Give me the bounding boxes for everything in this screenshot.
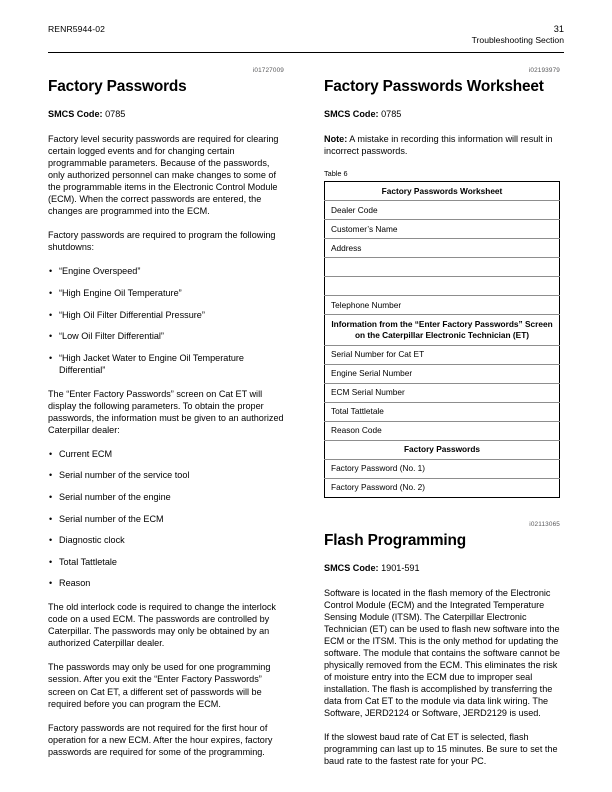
table-row (325, 277, 560, 296)
table-cell: Factory Password (No. 1) (325, 459, 560, 478)
paragraph-software-flash-memory: Software is located in the flash memory of the Electronic Control Module (ECM) and the Integrated Temperature Sensing Module (ITSM). The Caterpillar Electronic Technician (ET) can be used to flash new software into the ECM or the ITSM. This is the only method for updating the software. The module that contains the software cannot be physically removed from the ECM. This eliminates the risk of moisture entry into the ECM due to improper seal installation. The flash is accomplished by transferring the data from Cat ET to the module via data link wiring. The Software, JERD2124 or Software, JERD2129 is used. (324, 587, 560, 719)
list-item: • Diagnostic clock (48, 534, 284, 546)
factory-passwords-worksheet-table (324, 181, 560, 497)
list-item: • Serial number of the service tool (48, 469, 284, 481)
list-item: • “High Engine Oil Temperature” (48, 287, 284, 299)
folio-block (472, 24, 564, 46)
table-bottom-spacer (324, 498, 560, 520)
smcs-label: SMCS Code: (324, 109, 379, 119)
header-rule (48, 52, 564, 53)
note-block (324, 133, 560, 157)
table-row (325, 440, 560, 459)
list-item: • “Low Oil Filter Differential” (48, 330, 284, 342)
table-caption: Table 6 (324, 169, 348, 179)
shutdown-list (48, 265, 284, 375)
table-cell: Address (325, 239, 560, 258)
list-item: • “High Oil Filter Differential Pressure” (48, 309, 284, 321)
paragraph-enter-factory-passwords-screen: The “Enter Factory Passwords” screen on Cat ET will display the following parameters. To obtain the proper passwords, the information must be given to an authorized Caterpillar dealer: (48, 388, 284, 435)
table-cell: Reason Code (325, 421, 560, 440)
article-number-right: i02193979 (528, 67, 560, 74)
smcs-value: 1901-591 (381, 562, 420, 573)
section-name: Troubleshooting Section (471, 35, 564, 45)
note-label: Note: (324, 134, 348, 144)
table-row (325, 201, 560, 220)
list-item: • Serial number of the engine (48, 491, 284, 503)
note-text: A mistake in recording this information will result in incorrect passwords. (324, 134, 553, 157)
smcs-code-left (48, 108, 284, 120)
table-row (325, 459, 560, 478)
list-item: • Reason (48, 577, 284, 589)
smcs-value: 0785 (381, 109, 402, 119)
paragraph-interlock-code: The old interlock code is required to change the interlock code on a used ECM. The passwords are controlled by Caterpillar. The passwords may only be obtained by an authorized Caterpillar dealer. (48, 602, 276, 649)
table-row (325, 182, 560, 201)
section-title-factory-passwords-worksheet: Factory Passwords Worksheet (324, 78, 544, 95)
table-row (325, 239, 560, 258)
table-row (325, 220, 560, 239)
table-cell-blank (325, 258, 560, 277)
list-item: • “High Jacket Water to Engine Oil Temperature Differential” (48, 352, 284, 376)
page-number: 31 (553, 24, 564, 34)
table-header-cell: Factory Passwords Worksheet (325, 182, 560, 201)
table-row (325, 258, 560, 277)
table-row (325, 314, 560, 345)
paragraph-shutdowns-intro: Factory passwords are required to program the following shutdowns: (48, 230, 276, 253)
smcs-label: SMCS Code: (324, 562, 379, 573)
smcs-code-flash (324, 562, 560, 574)
table-row (325, 296, 560, 315)
paragraph-one-programming-session: The passwords may only be used for one programming session. After you exit the “Enter Factory Passwords” screen on Cat ET, a different set of passwords will be required before you can program the ECM. (48, 662, 271, 709)
article-number-flash: i02113065 (529, 520, 560, 528)
table-cell: Telephone Number (325, 296, 560, 315)
table-row (325, 478, 560, 497)
table-cell: ECM Serial Number (325, 383, 560, 402)
table-row (325, 402, 560, 421)
list-item: • “Engine Overspeed” (48, 265, 284, 277)
table-cell: Serial Number for Cat ET (325, 345, 560, 364)
table-cell: Engine Serial Number (325, 364, 560, 383)
table-cell: Dealer Code (325, 201, 560, 220)
paragraph-factory-level-security: Factory level security passwords are required for clearing certain logged events and for changing certain programmable parameters. Because of the passwords, only authorized personnel can make changes to some of the programmable items in the Electronic Control Module (ECM). When the correct passwords are entered, the changes are programmed into the ECM. (48, 134, 279, 217)
table-row (325, 364, 560, 383)
table-row (325, 383, 560, 402)
parameter-list (48, 448, 284, 589)
table-cell: Factory Password (No. 2) (325, 478, 560, 497)
list-item: • Total Tattletale (48, 556, 284, 568)
smcs-code-right (324, 108, 560, 120)
section-title-factory-passwords: Factory Passwords (48, 78, 187, 95)
paragraph-baud-rate: If the slowest baud rate of Cat ET is selected, flash programming can last up to 15 minutes. Be sure to set the baud rate to the fastest rate for your PC. (324, 732, 558, 767)
left-column (48, 66, 284, 770)
table-row (325, 345, 560, 364)
table-header-cell: Factory Passwords (325, 440, 560, 459)
table-cell-blank (325, 277, 560, 296)
list-item: • Current ECM (48, 448, 284, 460)
article-number-left: i01727009 (252, 67, 284, 74)
table-body (325, 182, 560, 497)
list-item: • Serial number of the ECM (48, 513, 284, 525)
right-column (324, 66, 560, 779)
table-row (325, 421, 560, 440)
section-title-flash-programming: Flash Programming (324, 531, 466, 549)
table-cell: Customer’s Name (325, 220, 560, 239)
table-header-cell: Information from the “Enter Factory Passwords” Screen on the Caterpillar Electronic Technician (ET) (325, 314, 560, 345)
document-code: RENR5944-02 (48, 24, 105, 34)
paragraph-first-hour-operation: Factory passwords are not required for the first hour of operation for a new ECM. After the hour expires, factory passwords are required for some of the programming. (48, 722, 273, 757)
table-cell: Total Tattletale (325, 402, 560, 421)
smcs-label: SMCS Code: (48, 109, 103, 119)
smcs-value: 0785 (105, 109, 126, 119)
